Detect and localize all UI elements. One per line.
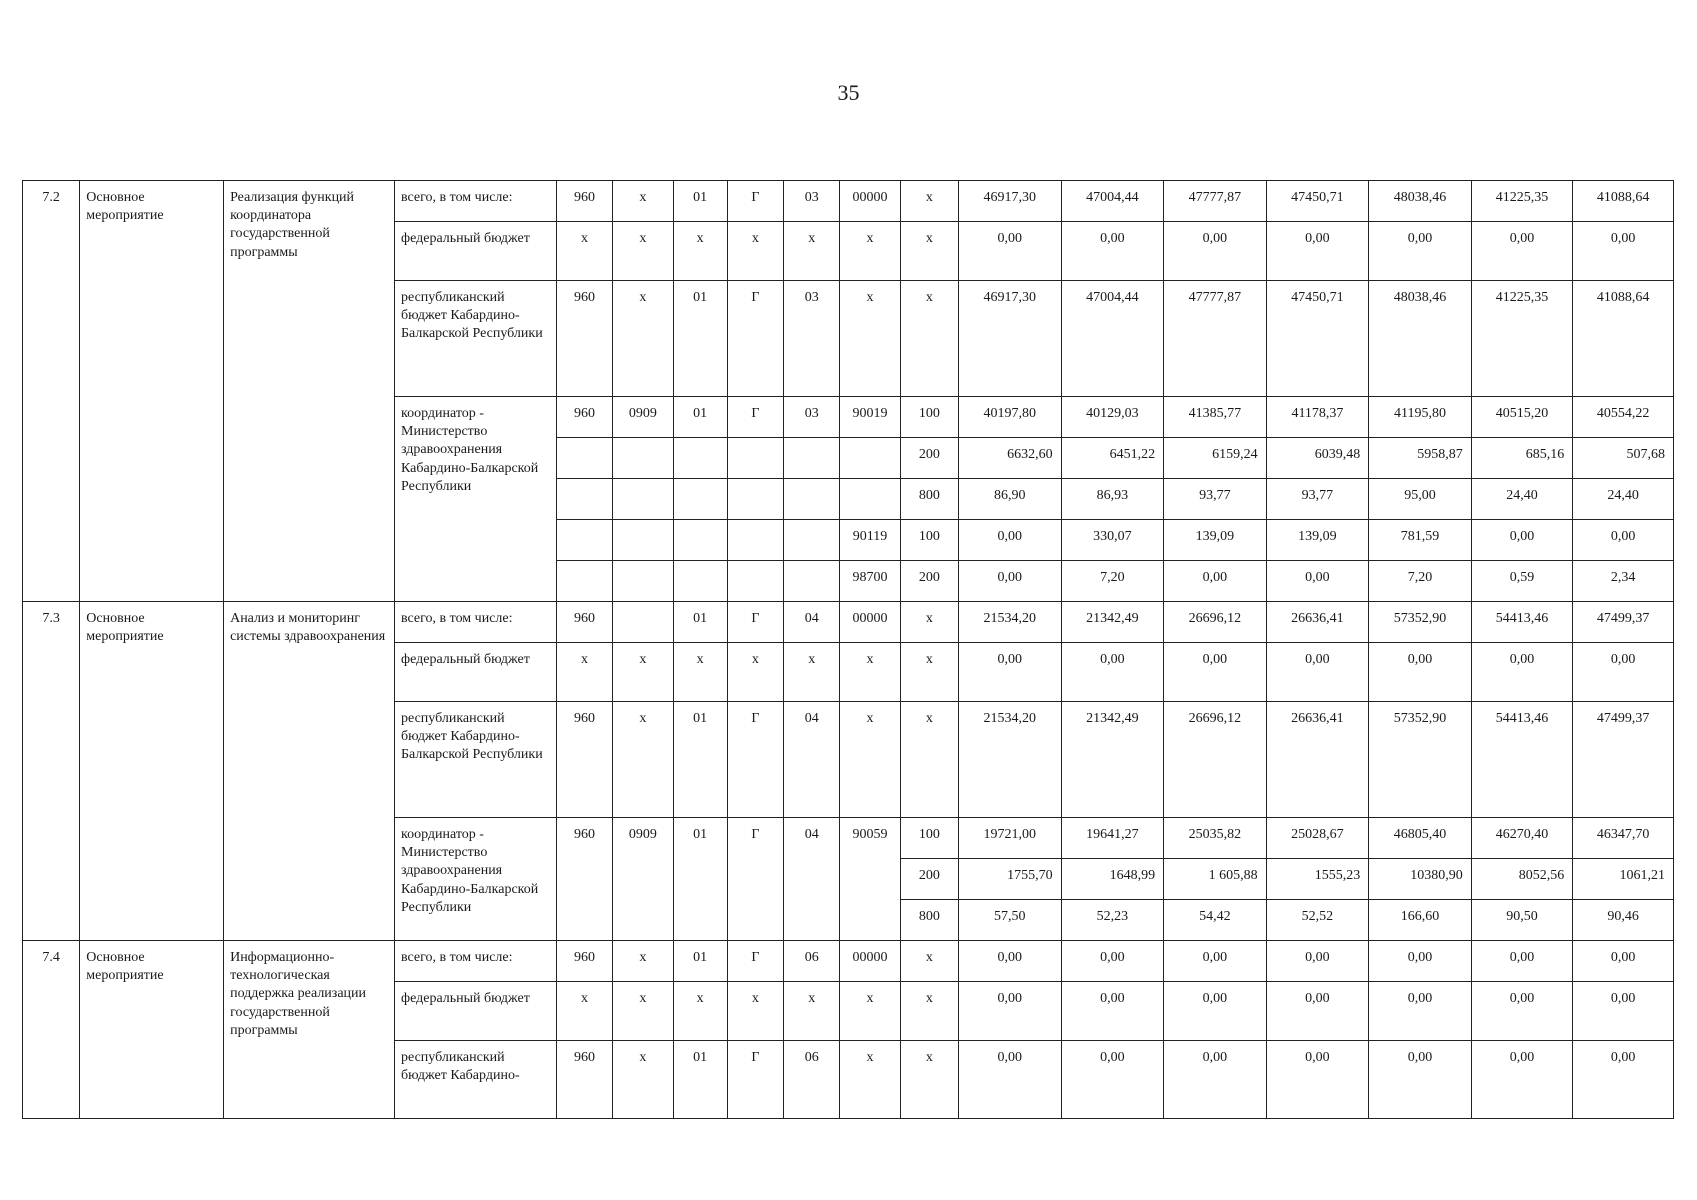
amount: 8052,56: [1471, 859, 1573, 900]
expense-type: х: [900, 702, 958, 818]
amount: 7,20: [1061, 561, 1164, 602]
table-row: [23, 602, 1674, 643]
amount: 47450,71: [1266, 281, 1369, 397]
amount: 46270,40: [1471, 818, 1573, 859]
program-code: 01: [673, 602, 727, 643]
amount: 41088,64: [1573, 181, 1674, 222]
section-number: 7.3: [23, 602, 80, 941]
rzpr-code: х: [613, 982, 673, 1041]
amount: 0,00: [1164, 561, 1267, 602]
event-code: 03: [784, 281, 840, 397]
amount: 52,23: [1061, 900, 1164, 941]
expense-type: х: [900, 643, 958, 702]
event-code: [784, 438, 840, 479]
amount: 0,00: [1573, 941, 1674, 982]
amount: 21534,20: [959, 702, 1062, 818]
amount: 57352,90: [1369, 602, 1472, 643]
amount: 47499,37: [1573, 602, 1674, 643]
section-number: 7.4: [23, 941, 80, 1119]
amount: 0,59: [1471, 561, 1573, 602]
amount: 1061,21: [1573, 859, 1674, 900]
funding-source: всего, в том числе:: [395, 941, 557, 982]
expense-type: х: [900, 281, 958, 397]
amount: 21534,20: [959, 602, 1062, 643]
subprogram-code: Г: [727, 1041, 783, 1119]
direction-code: х: [840, 222, 900, 281]
amount: 139,09: [1164, 520, 1267, 561]
amount: 0,00: [1573, 222, 1674, 281]
grbs-code: 960: [556, 181, 612, 222]
amount: 0,00: [1573, 520, 1674, 561]
grbs-code: [556, 520, 612, 561]
amount: 0,00: [1266, 941, 1369, 982]
program-code: 01: [673, 702, 727, 818]
amount: 0,00: [959, 561, 1062, 602]
amount: 41385,77: [1164, 397, 1267, 438]
event-code: 06: [784, 1041, 840, 1119]
amount: 0,00: [1369, 222, 1472, 281]
grbs-code: [556, 479, 612, 520]
amount: 0,00: [1164, 222, 1267, 281]
rzpr-code: 0909: [613, 818, 673, 941]
program-code: [673, 561, 727, 602]
rzpr-code: [613, 479, 673, 520]
event-code: 04: [784, 818, 840, 941]
amount: 46347,70: [1573, 818, 1674, 859]
amount: 0,00: [1061, 222, 1164, 281]
subprogram-code: Г: [727, 702, 783, 818]
event-code: 06: [784, 941, 840, 982]
amount: 54413,46: [1471, 702, 1573, 818]
amount: 0,00: [1471, 941, 1573, 982]
grbs-code: 960: [556, 281, 612, 397]
amount: 6451,22: [1061, 438, 1164, 479]
grbs-code: 960: [556, 1041, 612, 1119]
expense-type: х: [900, 941, 958, 982]
event-name: Информационно-технологическая поддержка реализации государственной программы: [224, 941, 395, 1119]
amount: 54,42: [1164, 900, 1267, 941]
grbs-code: 960: [556, 602, 612, 643]
amount: 26696,12: [1164, 602, 1267, 643]
subprogram-code: [727, 561, 783, 602]
amount: 685,16: [1471, 438, 1573, 479]
funding-source: всего, в том числе:: [395, 602, 557, 643]
amount: 24,40: [1573, 479, 1674, 520]
amount: 0,00: [1369, 982, 1472, 1041]
amount: 7,20: [1369, 561, 1472, 602]
amount: 40197,80: [959, 397, 1062, 438]
rzpr-code: [613, 520, 673, 561]
amount: 41195,80: [1369, 397, 1472, 438]
amount: 47777,87: [1164, 281, 1267, 397]
subprogram-code: Г: [727, 818, 783, 941]
amount: 0,00: [959, 222, 1062, 281]
amount: 86,90: [959, 479, 1062, 520]
event-code: х: [784, 222, 840, 281]
grbs-code: 960: [556, 397, 612, 438]
grbs-code: 960: [556, 941, 612, 982]
amount: 6039,48: [1266, 438, 1369, 479]
amount: 52,52: [1266, 900, 1369, 941]
amount: 0,00: [1266, 643, 1369, 702]
direction-code: х: [840, 643, 900, 702]
amount: 0,00: [1573, 982, 1674, 1041]
direction-code: 00000: [840, 181, 900, 222]
amount: 41225,35: [1471, 181, 1573, 222]
amount: 0,00: [959, 520, 1062, 561]
amount: 21342,49: [1061, 602, 1164, 643]
rzpr-code: [613, 438, 673, 479]
amount: 0,00: [1266, 1041, 1369, 1119]
amount: 139,09: [1266, 520, 1369, 561]
section-number: 7.2: [23, 181, 80, 602]
expense-type: х: [900, 1041, 958, 1119]
expense-type: 800: [900, 479, 958, 520]
grbs-code: х: [556, 982, 612, 1041]
amount: 0,00: [959, 643, 1062, 702]
amount: 0,00: [1369, 643, 1472, 702]
event-code: 03: [784, 397, 840, 438]
grbs-code: х: [556, 222, 612, 281]
funding-source: республиканский бюджет Кабардино-: [395, 1041, 557, 1119]
expense-type: 100: [900, 520, 958, 561]
amount: 1 605,88: [1164, 859, 1267, 900]
program-code: 01: [673, 1041, 727, 1119]
funding-source: всего, в том числе:: [395, 181, 557, 222]
direction-code: [840, 479, 900, 520]
subprogram-code: Г: [727, 181, 783, 222]
funding-source: республиканский бюджет Кабардино-Балкарской Республики: [395, 281, 557, 397]
event-type: Основное мероприятие: [80, 602, 224, 941]
amount: 0,00: [1061, 643, 1164, 702]
amount: 95,00: [1369, 479, 1472, 520]
amount: 0,00: [1266, 982, 1369, 1041]
amount: 54413,46: [1471, 602, 1573, 643]
direction-code: [840, 438, 900, 479]
amount: 21342,49: [1061, 702, 1164, 818]
program-code: 01: [673, 397, 727, 438]
program-code: [673, 520, 727, 561]
page-number: 35: [837, 80, 860, 105]
event-code: [784, 520, 840, 561]
expense-type: 800: [900, 900, 958, 941]
subprogram-code: Г: [727, 281, 783, 397]
amount: 93,77: [1164, 479, 1267, 520]
rzpr-code: 0909: [613, 397, 673, 438]
amount: 0,00: [1164, 941, 1267, 982]
direction-code: 98700: [840, 561, 900, 602]
program-code: 01: [673, 281, 727, 397]
amount: 47004,44: [1061, 281, 1164, 397]
amount: 10380,90: [1369, 859, 1472, 900]
coordinator-source: координатор - Министерство здравоохранения Кабардино-Балкарской Республики: [395, 818, 557, 941]
expense-type: 200: [900, 438, 958, 479]
amount: 0,00: [1266, 561, 1369, 602]
amount: 507,68: [1573, 438, 1674, 479]
expense-type: х: [900, 982, 958, 1041]
expense-type: х: [900, 181, 958, 222]
amount: 26696,12: [1164, 702, 1267, 818]
amount: 25028,67: [1266, 818, 1369, 859]
expense-type: 200: [900, 859, 958, 900]
amount: 90,46: [1573, 900, 1674, 941]
amount: 40129,03: [1061, 397, 1164, 438]
amount: 0,00: [1369, 941, 1472, 982]
amount: 0,00: [1471, 222, 1573, 281]
event-code: 04: [784, 702, 840, 818]
event-code: 03: [784, 181, 840, 222]
amount: 93,77: [1266, 479, 1369, 520]
event-type: Основное мероприятие: [80, 181, 224, 602]
event-name: Анализ и мониторинг системы здравоохранения: [224, 602, 395, 941]
amount: 40554,22: [1573, 397, 1674, 438]
rzpr-code: [613, 561, 673, 602]
amount: 47499,37: [1573, 702, 1674, 818]
direction-code: 90119: [840, 520, 900, 561]
grbs-code: [556, 438, 612, 479]
amount: 0,00: [959, 1041, 1062, 1119]
coordinator-source: координатор - Министерство здравоохранения Кабардино-Балкарской Республики: [395, 397, 557, 602]
direction-code: 90019: [840, 397, 900, 438]
budget-table: [22, 180, 1674, 1119]
subprogram-code: [727, 438, 783, 479]
amount: 19641,27: [1061, 818, 1164, 859]
subprogram-code: Г: [727, 397, 783, 438]
program-code: х: [673, 222, 727, 281]
program-code: х: [673, 982, 727, 1041]
amount: 1755,70: [959, 859, 1062, 900]
amount: 46917,30: [959, 281, 1062, 397]
amount: 46917,30: [959, 181, 1062, 222]
amount: 0,00: [1573, 643, 1674, 702]
amount: 48038,46: [1369, 181, 1472, 222]
amount: 166,60: [1369, 900, 1472, 941]
amount: 0,00: [1471, 520, 1573, 561]
subprogram-code: Г: [727, 602, 783, 643]
amount: 0,00: [1471, 643, 1573, 702]
direction-code: х: [840, 281, 900, 397]
grbs-code: х: [556, 643, 612, 702]
rzpr-code: [613, 602, 673, 643]
amount: 0,00: [1061, 1041, 1164, 1119]
amount: 0,00: [1164, 1041, 1267, 1119]
event-code: [784, 561, 840, 602]
amount: 1648,99: [1061, 859, 1164, 900]
amount: 6632,60: [959, 438, 1062, 479]
amount: 0,00: [1573, 1041, 1674, 1119]
amount: 47004,44: [1061, 181, 1164, 222]
program-code: 01: [673, 941, 727, 982]
amount: 25035,82: [1164, 818, 1267, 859]
event-type: Основное мероприятие: [80, 941, 224, 1119]
amount: 19721,00: [959, 818, 1062, 859]
amount: 2,34: [1573, 561, 1674, 602]
funding-source: республиканский бюджет Кабардино-Балкарской Республики: [395, 702, 557, 818]
funding-source: федеральный бюджет: [395, 982, 557, 1041]
direction-code: 00000: [840, 602, 900, 643]
funding-source: федеральный бюджет: [395, 643, 557, 702]
subprogram-code: х: [727, 222, 783, 281]
amount: 57,50: [959, 900, 1062, 941]
amount: 48038,46: [1369, 281, 1472, 397]
subprogram-code: х: [727, 982, 783, 1041]
event-code: х: [784, 982, 840, 1041]
amount: 41225,35: [1471, 281, 1573, 397]
subprogram-code: [727, 479, 783, 520]
rzpr-code: х: [613, 702, 673, 818]
amount: 781,59: [1369, 520, 1472, 561]
expense-type: х: [900, 602, 958, 643]
amount: 24,40: [1471, 479, 1573, 520]
amount: 0,00: [1471, 1041, 1573, 1119]
amount: 26636,41: [1266, 602, 1369, 643]
amount: 26636,41: [1266, 702, 1369, 818]
amount: 330,07: [1061, 520, 1164, 561]
rzpr-code: х: [613, 1041, 673, 1119]
table-body: [23, 181, 1674, 1119]
amount: 0,00: [1061, 982, 1164, 1041]
direction-code: х: [840, 702, 900, 818]
table-row: [23, 181, 1674, 222]
direction-code: х: [840, 982, 900, 1041]
rzpr-code: х: [613, 941, 673, 982]
direction-code: 00000: [840, 941, 900, 982]
amount: 47777,87: [1164, 181, 1267, 222]
amount: 0,00: [1164, 643, 1267, 702]
program-code: [673, 438, 727, 479]
amount: 1555,23: [1266, 859, 1369, 900]
expense-type: 100: [900, 818, 958, 859]
program-code: 01: [673, 181, 727, 222]
amount: 0,00: [1266, 222, 1369, 281]
amount: 86,93: [1061, 479, 1164, 520]
program-code: х: [673, 643, 727, 702]
amount: 40515,20: [1471, 397, 1573, 438]
amount: 90,50: [1471, 900, 1573, 941]
amount: 0,00: [959, 982, 1062, 1041]
amount: 46805,40: [1369, 818, 1472, 859]
amount: 41088,64: [1573, 281, 1674, 397]
grbs-code: 960: [556, 702, 612, 818]
amount: 0,00: [1061, 941, 1164, 982]
amount: 57352,90: [1369, 702, 1472, 818]
direction-code: 90059: [840, 818, 900, 941]
rzpr-code: х: [613, 222, 673, 281]
event-code: х: [784, 643, 840, 702]
program-code: 01: [673, 818, 727, 941]
amount: 0,00: [1164, 982, 1267, 1041]
subprogram-code: х: [727, 643, 783, 702]
amount: 47450,71: [1266, 181, 1369, 222]
subprogram-code: Г: [727, 941, 783, 982]
amount: 5958,87: [1369, 438, 1472, 479]
grbs-code: 960: [556, 818, 612, 941]
rzpr-code: х: [613, 181, 673, 222]
event-name: Реализация функций координатора государственной программы: [224, 181, 395, 602]
event-code: [784, 479, 840, 520]
program-code: [673, 479, 727, 520]
rzpr-code: х: [613, 281, 673, 397]
funding-source: федеральный бюджет: [395, 222, 557, 281]
amount: 0,00: [959, 941, 1062, 982]
amount: 41178,37: [1266, 397, 1369, 438]
subprogram-code: [727, 520, 783, 561]
rzpr-code: х: [613, 643, 673, 702]
event-code: 04: [784, 602, 840, 643]
expense-type: 200: [900, 561, 958, 602]
amount: 0,00: [1369, 1041, 1472, 1119]
amount: 6159,24: [1164, 438, 1267, 479]
amount: 0,00: [1471, 982, 1573, 1041]
expense-type: 100: [900, 397, 958, 438]
table-row: [23, 941, 1674, 982]
direction-code: х: [840, 1041, 900, 1119]
grbs-code: [556, 561, 612, 602]
expense-type: х: [900, 222, 958, 281]
